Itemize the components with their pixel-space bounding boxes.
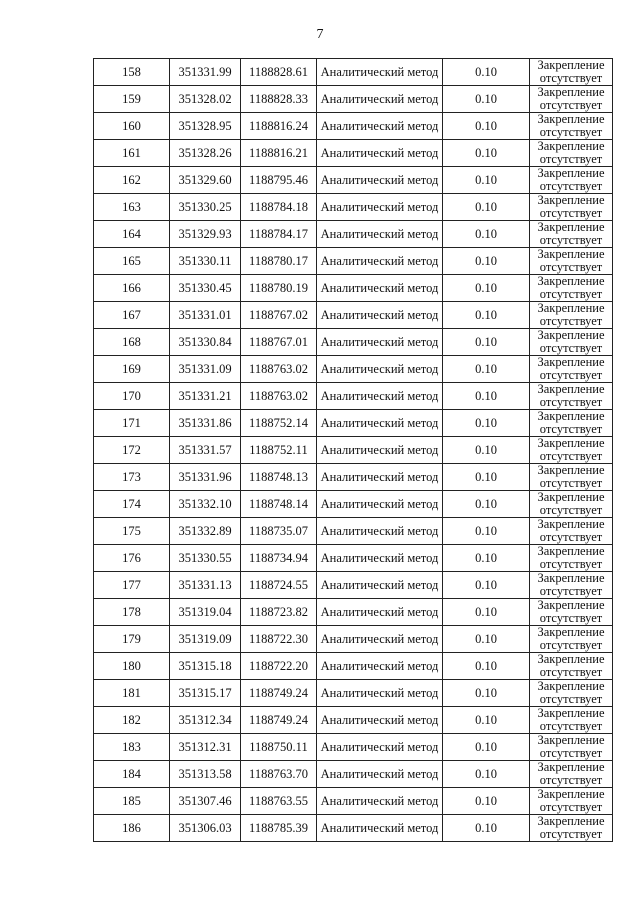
fixation-text-line: Закрепление: [537, 760, 605, 774]
point-number-cell: 159: [94, 86, 170, 113]
fixation-cell: [530, 113, 613, 140]
fixation-text-line: Закрепление: [537, 787, 605, 801]
fixation-text-line: Закрепление: [537, 247, 605, 261]
error-cell: 0.10: [443, 59, 530, 86]
error-cell: 0.10: [443, 788, 530, 815]
fixation-text-line: отсутствует: [539, 449, 603, 463]
fixation-text-line: Закрепление: [537, 625, 605, 639]
x-coordinate-cell: 351332.10: [170, 491, 241, 518]
x-coordinate-cell: 351331.21: [170, 383, 241, 410]
y-coordinate-cell: 1188722.30: [241, 626, 317, 653]
fixation-text-line: Закрепление: [537, 85, 605, 99]
point-number-cell: 180: [94, 653, 170, 680]
y-coordinate-cell: 1188763.55: [241, 788, 317, 815]
point-number-cell: 179: [94, 626, 170, 653]
error-cell: 0.10: [443, 761, 530, 788]
x-coordinate-cell: 351331.96: [170, 464, 241, 491]
fixation-cell: [530, 788, 613, 815]
error-cell: 0.10: [443, 167, 530, 194]
fixation-cell: [530, 410, 613, 437]
table-row: [94, 194, 613, 221]
table-row: [94, 437, 613, 464]
y-coordinate-cell: 1188748.14: [241, 491, 317, 518]
error-cell: 0.10: [443, 707, 530, 734]
method-cell: Аналитический метод: [317, 86, 443, 113]
y-coordinate-cell: 1188752.14: [241, 410, 317, 437]
fixation-cell: [530, 383, 613, 410]
fixation-text-line: отсутствует: [539, 746, 603, 760]
x-coordinate-cell: 351331.57: [170, 437, 241, 464]
fixation-cell: [530, 221, 613, 248]
fixation-text-line: Закрепление: [537, 58, 605, 72]
fixation-text-line: Закрепление: [537, 112, 605, 126]
y-coordinate-cell: 1188752.11: [241, 437, 317, 464]
fixation-text-line: отсутствует: [539, 476, 603, 490]
fixation-text-line: отсутствует: [539, 314, 603, 328]
point-number-cell: 165: [94, 248, 170, 275]
error-cell: 0.10: [443, 410, 530, 437]
x-coordinate-cell: 351329.60: [170, 167, 241, 194]
y-coordinate-cell: 1188734.94: [241, 545, 317, 572]
y-coordinate-cell: 1188784.18: [241, 194, 317, 221]
point-number-cell: 170: [94, 383, 170, 410]
fixation-cell: [530, 680, 613, 707]
x-coordinate-cell: 351331.13: [170, 572, 241, 599]
point-number-cell: 163: [94, 194, 170, 221]
x-coordinate-cell: 351328.26: [170, 140, 241, 167]
x-coordinate-cell: 351315.17: [170, 680, 241, 707]
y-coordinate-cell: 1188735.07: [241, 518, 317, 545]
method-cell: Аналитический метод: [317, 410, 443, 437]
fixation-cell: [530, 545, 613, 572]
x-coordinate-cell: 351330.84: [170, 329, 241, 356]
point-number-cell: 177: [94, 572, 170, 599]
point-number-cell: 186: [94, 815, 170, 842]
error-cell: 0.10: [443, 437, 530, 464]
fixation-cell: [530, 167, 613, 194]
x-coordinate-cell: 351313.58: [170, 761, 241, 788]
table-row: [94, 302, 613, 329]
fixation-text-line: Закрепление: [537, 463, 605, 477]
fixation-text-line: отсутствует: [539, 125, 603, 139]
fixation-text-line: Закрепление: [537, 220, 605, 234]
fixation-text-line: Закрепление: [537, 517, 605, 531]
y-coordinate-cell: 1188763.02: [241, 356, 317, 383]
table-row: [94, 815, 613, 842]
fixation-cell: [530, 518, 613, 545]
fixation-cell: [530, 491, 613, 518]
fixation-text-line: отсутствует: [539, 638, 603, 652]
error-cell: 0.10: [443, 572, 530, 599]
method-cell: Аналитический метод: [317, 572, 443, 599]
method-cell: Аналитический метод: [317, 59, 443, 86]
y-coordinate-cell: 1188748.13: [241, 464, 317, 491]
x-coordinate-cell: 351306.03: [170, 815, 241, 842]
fixation-text-line: Закрепление: [537, 355, 605, 369]
table-row: [94, 329, 613, 356]
fixation-text-line: отсутствует: [539, 530, 603, 544]
method-cell: Аналитический метод: [317, 302, 443, 329]
y-coordinate-cell: 1188785.39: [241, 815, 317, 842]
method-cell: Аналитический метод: [317, 140, 443, 167]
fixation-cell: [530, 437, 613, 464]
fixation-cell: [530, 194, 613, 221]
point-number-cell: 174: [94, 491, 170, 518]
table-row: [94, 167, 613, 194]
error-cell: 0.10: [443, 302, 530, 329]
fixation-text-line: Закрепление: [537, 571, 605, 585]
fixation-text-line: Закрепление: [537, 706, 605, 720]
table-row: [94, 518, 613, 545]
fixation-cell: [530, 734, 613, 761]
y-coordinate-cell: 1188723.82: [241, 599, 317, 626]
error-cell: 0.10: [443, 734, 530, 761]
fixation-text-line: Закрепление: [537, 598, 605, 612]
x-coordinate-cell: 351331.99: [170, 59, 241, 86]
fixation-cell: [530, 707, 613, 734]
x-coordinate-cell: 351331.86: [170, 410, 241, 437]
method-cell: Аналитический метод: [317, 815, 443, 842]
fixation-text-line: отсутствует: [539, 503, 603, 517]
error-cell: 0.10: [443, 86, 530, 113]
error-cell: 0.10: [443, 491, 530, 518]
point-number-cell: 169: [94, 356, 170, 383]
method-cell: Аналитический метод: [317, 788, 443, 815]
point-number-cell: 167: [94, 302, 170, 329]
fixation-text-line: Закрепление: [537, 733, 605, 747]
x-coordinate-cell: 351330.55: [170, 545, 241, 572]
table-row: [94, 626, 613, 653]
table-row: [94, 788, 613, 815]
point-number-cell: 184: [94, 761, 170, 788]
table-row: [94, 59, 613, 86]
fixation-text-line: отсутствует: [539, 206, 603, 220]
fixation-text-line: Закрепление: [537, 193, 605, 207]
table-row: [94, 545, 613, 572]
fixation-text-line: отсутствует: [539, 827, 603, 841]
method-cell: Аналитический метод: [317, 356, 443, 383]
fixation-text-line: отсутствует: [539, 557, 603, 571]
x-coordinate-cell: 351330.11: [170, 248, 241, 275]
method-cell: Аналитический метод: [317, 761, 443, 788]
error-cell: 0.10: [443, 545, 530, 572]
fixation-text-line: Закрепление: [537, 328, 605, 342]
fixation-cell: [530, 248, 613, 275]
point-number-cell: 164: [94, 221, 170, 248]
error-cell: 0.10: [443, 140, 530, 167]
method-cell: Аналитический метод: [317, 329, 443, 356]
coordinates-table: [93, 58, 613, 842]
fixation-cell: [530, 356, 613, 383]
x-coordinate-cell: 351331.01: [170, 302, 241, 329]
x-coordinate-cell: 351307.46: [170, 788, 241, 815]
fixation-text-line: Закрепление: [537, 436, 605, 450]
fixation-cell: [530, 140, 613, 167]
x-coordinate-cell: 351312.34: [170, 707, 241, 734]
error-cell: 0.10: [443, 653, 530, 680]
x-coordinate-cell: 351328.95: [170, 113, 241, 140]
table-row: [94, 410, 613, 437]
fixation-text-line: отсутствует: [539, 692, 603, 706]
error-cell: 0.10: [443, 599, 530, 626]
fixation-text-line: отсутствует: [539, 98, 603, 112]
y-coordinate-cell: 1188816.21: [241, 140, 317, 167]
method-cell: Аналитический метод: [317, 437, 443, 464]
fixation-text-line: отсутствует: [539, 665, 603, 679]
y-coordinate-cell: 1188724.55: [241, 572, 317, 599]
table-row: [94, 248, 613, 275]
fixation-text-line: Закрепление: [537, 652, 605, 666]
page-number: 7: [316, 27, 324, 42]
fixation-text-line: отсутствует: [539, 800, 603, 814]
y-coordinate-cell: 1188816.24: [241, 113, 317, 140]
x-coordinate-cell: 351319.09: [170, 626, 241, 653]
table-row: [94, 491, 613, 518]
y-coordinate-cell: 1188767.01: [241, 329, 317, 356]
fixation-cell: [530, 329, 613, 356]
point-number-cell: 183: [94, 734, 170, 761]
point-number-cell: 168: [94, 329, 170, 356]
error-cell: 0.10: [443, 356, 530, 383]
fixation-text-line: Закрепление: [537, 301, 605, 315]
fixation-cell: [530, 572, 613, 599]
fixation-cell: [530, 626, 613, 653]
error-cell: 0.10: [443, 248, 530, 275]
fixation-text-line: отсутствует: [539, 611, 603, 625]
method-cell: Аналитический метод: [317, 518, 443, 545]
table-row: [94, 86, 613, 113]
point-number-cell: 160: [94, 113, 170, 140]
table-row: [94, 464, 613, 491]
point-number-cell: 171: [94, 410, 170, 437]
table-row: [94, 707, 613, 734]
fixation-cell: [530, 653, 613, 680]
point-number-cell: 166: [94, 275, 170, 302]
point-number-cell: 172: [94, 437, 170, 464]
error-cell: 0.10: [443, 518, 530, 545]
method-cell: Аналитический метод: [317, 221, 443, 248]
table-row: [94, 680, 613, 707]
method-cell: Аналитический метод: [317, 734, 443, 761]
point-number-cell: 181: [94, 680, 170, 707]
error-cell: 0.10: [443, 329, 530, 356]
error-cell: 0.10: [443, 815, 530, 842]
fixation-text-line: Закрепление: [537, 490, 605, 504]
point-number-cell: 173: [94, 464, 170, 491]
method-cell: Аналитический метод: [317, 464, 443, 491]
method-cell: Аналитический метод: [317, 194, 443, 221]
y-coordinate-cell: 1188795.46: [241, 167, 317, 194]
fixation-cell: [530, 761, 613, 788]
error-cell: 0.10: [443, 464, 530, 491]
fixation-text-line: Закрепление: [537, 382, 605, 396]
table-row: [94, 572, 613, 599]
x-coordinate-cell: 351330.25: [170, 194, 241, 221]
y-coordinate-cell: 1188722.20: [241, 653, 317, 680]
fixation-text-line: отсутствует: [539, 395, 603, 409]
fixation-text-line: Закрепление: [537, 679, 605, 693]
y-coordinate-cell: 1188828.61: [241, 59, 317, 86]
fixation-cell: [530, 599, 613, 626]
x-coordinate-cell: 351330.45: [170, 275, 241, 302]
fixation-text-line: Закрепление: [537, 544, 605, 558]
point-number-cell: 178: [94, 599, 170, 626]
point-number-cell: 182: [94, 707, 170, 734]
table-row: [94, 599, 613, 626]
y-coordinate-cell: 1188763.02: [241, 383, 317, 410]
table-row: [94, 113, 613, 140]
method-cell: Аналитический метод: [317, 248, 443, 275]
method-cell: Аналитический метод: [317, 491, 443, 518]
table-row: [94, 356, 613, 383]
x-coordinate-cell: 351331.09: [170, 356, 241, 383]
fixation-text-line: отсутствует: [539, 233, 603, 247]
point-number-cell: 176: [94, 545, 170, 572]
fixation-text-line: отсутствует: [539, 422, 603, 436]
y-coordinate-cell: 1188749.24: [241, 707, 317, 734]
y-coordinate-cell: 1188767.02: [241, 302, 317, 329]
error-cell: 0.10: [443, 275, 530, 302]
table-row: [94, 734, 613, 761]
fixation-text-line: отсутствует: [539, 260, 603, 274]
fixation-text-line: отсутствует: [539, 179, 603, 193]
table-row: [94, 653, 613, 680]
fixation-cell: [530, 464, 613, 491]
point-number-cell: 161: [94, 140, 170, 167]
point-number-cell: 162: [94, 167, 170, 194]
table-row: [94, 761, 613, 788]
x-coordinate-cell: 351332.89: [170, 518, 241, 545]
y-coordinate-cell: 1188763.70: [241, 761, 317, 788]
method-cell: Аналитический метод: [317, 113, 443, 140]
fixation-text-line: отсутствует: [539, 287, 603, 301]
method-cell: Аналитический метод: [317, 599, 443, 626]
y-coordinate-cell: 1188784.17: [241, 221, 317, 248]
x-coordinate-cell: 351328.02: [170, 86, 241, 113]
error-cell: 0.10: [443, 680, 530, 707]
method-cell: Аналитический метод: [317, 383, 443, 410]
fixation-text-line: отсутствует: [539, 584, 603, 598]
fixation-text-line: Закрепление: [537, 139, 605, 153]
method-cell: Аналитический метод: [317, 275, 443, 302]
point-number-cell: 175: [94, 518, 170, 545]
fixation-cell: [530, 59, 613, 86]
fixation-text-line: Закрепление: [537, 166, 605, 180]
x-coordinate-cell: 351319.04: [170, 599, 241, 626]
x-coordinate-cell: 351329.93: [170, 221, 241, 248]
error-cell: 0.10: [443, 626, 530, 653]
method-cell: Аналитический метод: [317, 545, 443, 572]
fixation-text-line: отсутствует: [539, 773, 603, 787]
method-cell: Аналитический метод: [317, 653, 443, 680]
table-row: [94, 275, 613, 302]
error-cell: 0.10: [443, 194, 530, 221]
x-coordinate-cell: 351315.18: [170, 653, 241, 680]
table-row: [94, 221, 613, 248]
error-cell: 0.10: [443, 383, 530, 410]
y-coordinate-cell: 1188780.17: [241, 248, 317, 275]
y-coordinate-cell: 1188750.11: [241, 734, 317, 761]
fixation-text-line: отсутствует: [539, 152, 603, 166]
fixation-cell: [530, 815, 613, 842]
x-coordinate-cell: 351312.31: [170, 734, 241, 761]
method-cell: Аналитический метод: [317, 626, 443, 653]
coordinates-table-body: [94, 59, 613, 842]
y-coordinate-cell: 1188749.24: [241, 680, 317, 707]
y-coordinate-cell: 1188828.33: [241, 86, 317, 113]
fixation-text-line: отсутствует: [539, 719, 603, 733]
y-coordinate-cell: 1188780.19: [241, 275, 317, 302]
fixation-text-line: Закрепление: [537, 409, 605, 423]
table-row: [94, 140, 613, 167]
error-cell: 0.10: [443, 221, 530, 248]
fixation-text-line: Закрепление: [537, 814, 605, 828]
fixation-cell: [530, 275, 613, 302]
method-cell: Аналитический метод: [317, 680, 443, 707]
fixation-text-line: отсутствует: [539, 368, 603, 382]
error-cell: 0.10: [443, 113, 530, 140]
fixation-text-line: отсутствует: [539, 71, 603, 85]
point-number-cell: 185: [94, 788, 170, 815]
fixation-cell: [530, 302, 613, 329]
method-cell: Аналитический метод: [317, 707, 443, 734]
fixation-text-line: отсутствует: [539, 341, 603, 355]
fixation-cell: [530, 86, 613, 113]
point-number-cell: 158: [94, 59, 170, 86]
fixation-text-line: Закрепление: [537, 274, 605, 288]
table-row: [94, 383, 613, 410]
method-cell: Аналитический метод: [317, 167, 443, 194]
